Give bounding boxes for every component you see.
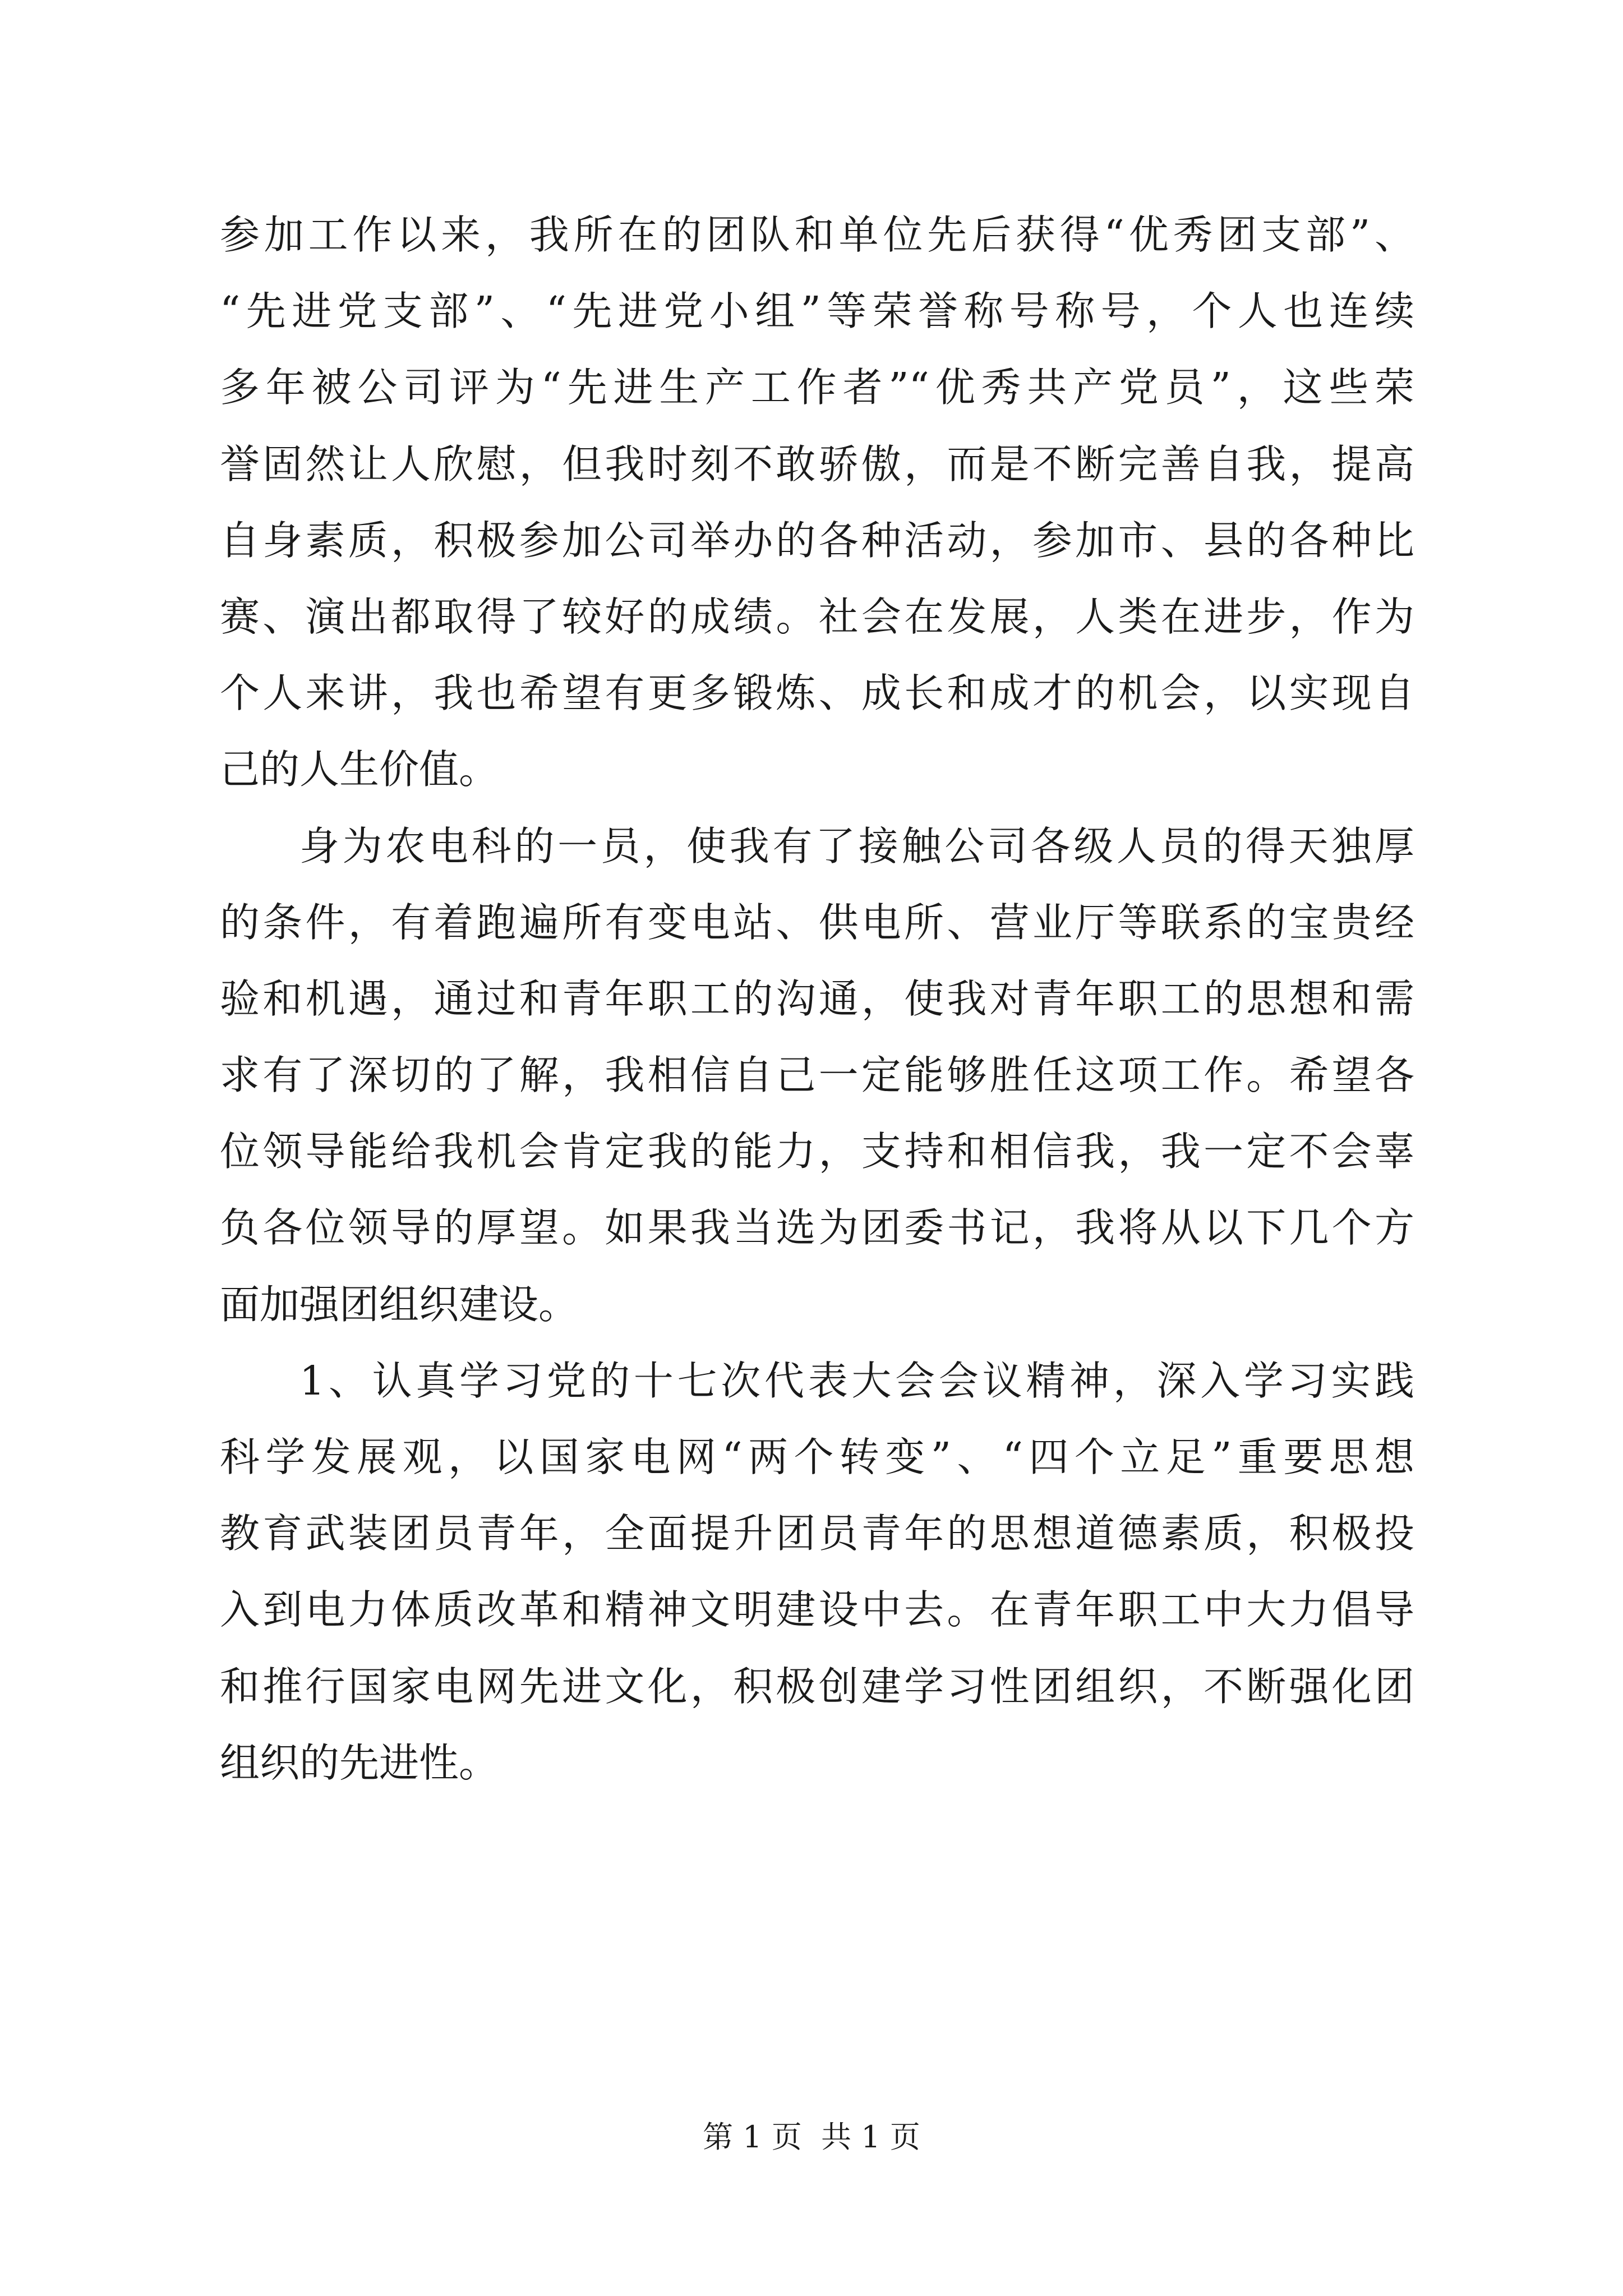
text-line: 的条件，有着跑遍所有变电站、供电所、营业厅等联系的宝贵经 (220, 899, 1414, 946)
text-line: 组织的先进性。 (220, 1739, 499, 1786)
text-line: 入到电力体质改革和精神文明建设中去。在青年职工中大力倡导 (220, 1586, 1414, 1634)
text-line: 面加强团组织建设。 (220, 1281, 579, 1328)
text-line: 求有了深切的了解，我相信自己一定能够胜任这项工作。希望各 (220, 1052, 1414, 1099)
text-line: 1、认真学习党的十七次代表大会会议精神，深入学习实践 (299, 1357, 1414, 1404)
text-line: “先进党支部”、“先进党小组”等荣誉称号称号，个人也连续 (220, 288, 1414, 335)
text-line: 个人来讲，我也希望有更多锻炼、成长和成才的机会，以实现自 (220, 670, 1414, 717)
text-line: 赛、演出都取得了较好的成绩。社会在发展，人类在进步，作为 (220, 593, 1414, 640)
text-line: 和推行国家电网先进文化，积极创建学习性团组织，不断强化团 (220, 1663, 1414, 1710)
text-line: 参加工作以来，我所在的团队和单位先后获得“优秀团支部”、 (220, 211, 1414, 258)
text-line: 誉固然让人欣慰，但我时刻不敢骄傲，而是不断完善自我，提高 (220, 440, 1414, 487)
document-body (220, 197, 1414, 1801)
text-line: 己的人生价值。 (220, 746, 499, 793)
text-line: 位领导能给我机会肯定我的能力，支持和相信我，我一定不会辜 (220, 1128, 1414, 1175)
text-line: 验和机遇，通过和青年职工的沟通，使我对青年职工的思想和需 (220, 975, 1414, 1022)
text-line: 自身素质，积极参加公司举办的各种活动，参加市、县的各种比 (220, 517, 1414, 564)
text-line: 身为农电科的一员，使我有了接触公司各级人员的得天独厚 (299, 822, 1414, 869)
text-line: 负各位领导的厚望。如果我当选为团委书记，我将从以下几个方 (220, 1204, 1414, 1251)
text-line: 科学发展观，以国家电网“两个转变”、“四个立足”重要思想 (220, 1434, 1414, 1480)
text-line: 教育武装团员青年，全面提升团员青年的思想道德素质，积极投 (220, 1510, 1414, 1557)
text-line: 多年被公司评为“先进生产工作者”“优秀共产党员”，这些荣 (220, 364, 1414, 411)
page-footer: 第 1 页 共 1 页 (703, 2119, 920, 2155)
